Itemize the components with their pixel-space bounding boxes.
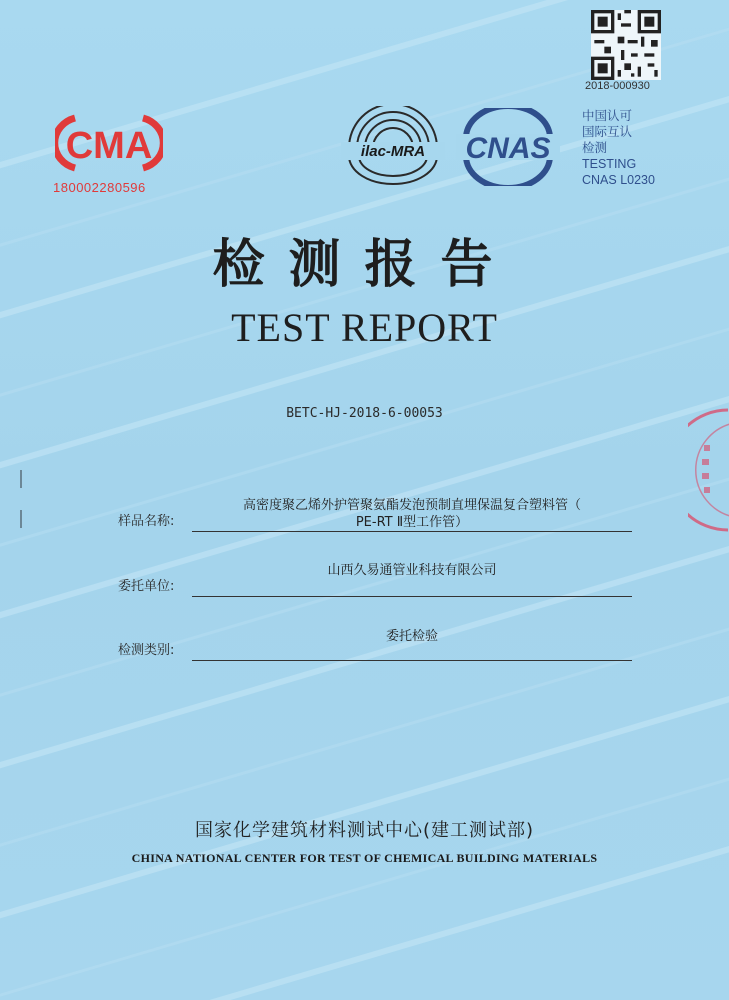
cma-logo-text: CMA [65, 125, 153, 167]
accreditation-line: 国际互认 [582, 125, 633, 139]
client-underline [192, 596, 632, 597]
cma-number: 180002280596 [53, 180, 146, 195]
accreditation-block [582, 108, 655, 188]
cma-logo-icon [55, 110, 163, 176]
report-number: BETC-HJ-2018-6-00053 [286, 406, 443, 421]
client-label: 委托单位: [118, 579, 175, 594]
sample-name-value-line1: 高密度聚乙烯外护管聚氨酯发泡预制直埋保温复合塑料管（ [242, 498, 581, 513]
qr-code-number: 2018-000930 [585, 80, 650, 92]
test-type-label: 检测类别: [118, 643, 175, 658]
cnas-logo-icon [452, 108, 564, 186]
test-type-underline [192, 660, 632, 661]
sample-name-underline [192, 531, 632, 532]
footer-english: CHINA NATIONAL CENTER FOR TEST OF CHEMICAL BUILDING MATERIALS [131, 851, 598, 865]
title-chinese: 检测报告 [212, 235, 517, 295]
accreditation-line: TESTING [582, 157, 637, 171]
staple-icon [16, 470, 26, 530]
sample-name-label: 样品名称: [118, 514, 175, 529]
accreditation-line: 检测 [582, 141, 608, 155]
title-english: TEST REPORT [231, 305, 498, 350]
sample-name-value-line2: PE-RT Ⅱ型工作管） [355, 515, 469, 530]
cnas-logo-text: CNAS [465, 132, 551, 165]
ilac-mra-logo-icon [333, 106, 453, 186]
client-value: 山西久易通管业科技有限公司 [327, 563, 497, 578]
accreditation-line: CNAS L0230 [582, 173, 655, 187]
test-type-value: 委托检验 [385, 629, 438, 644]
accreditation-line: 中国认可 [582, 109, 633, 123]
footer-chinese: 国家化学建筑材料测试中心(建工测试部) [194, 820, 535, 841]
seal-stamp-icon [688, 405, 729, 535]
qr-code-icon [591, 10, 661, 80]
ilac-logo-text: ilac-MRA [360, 143, 426, 160]
